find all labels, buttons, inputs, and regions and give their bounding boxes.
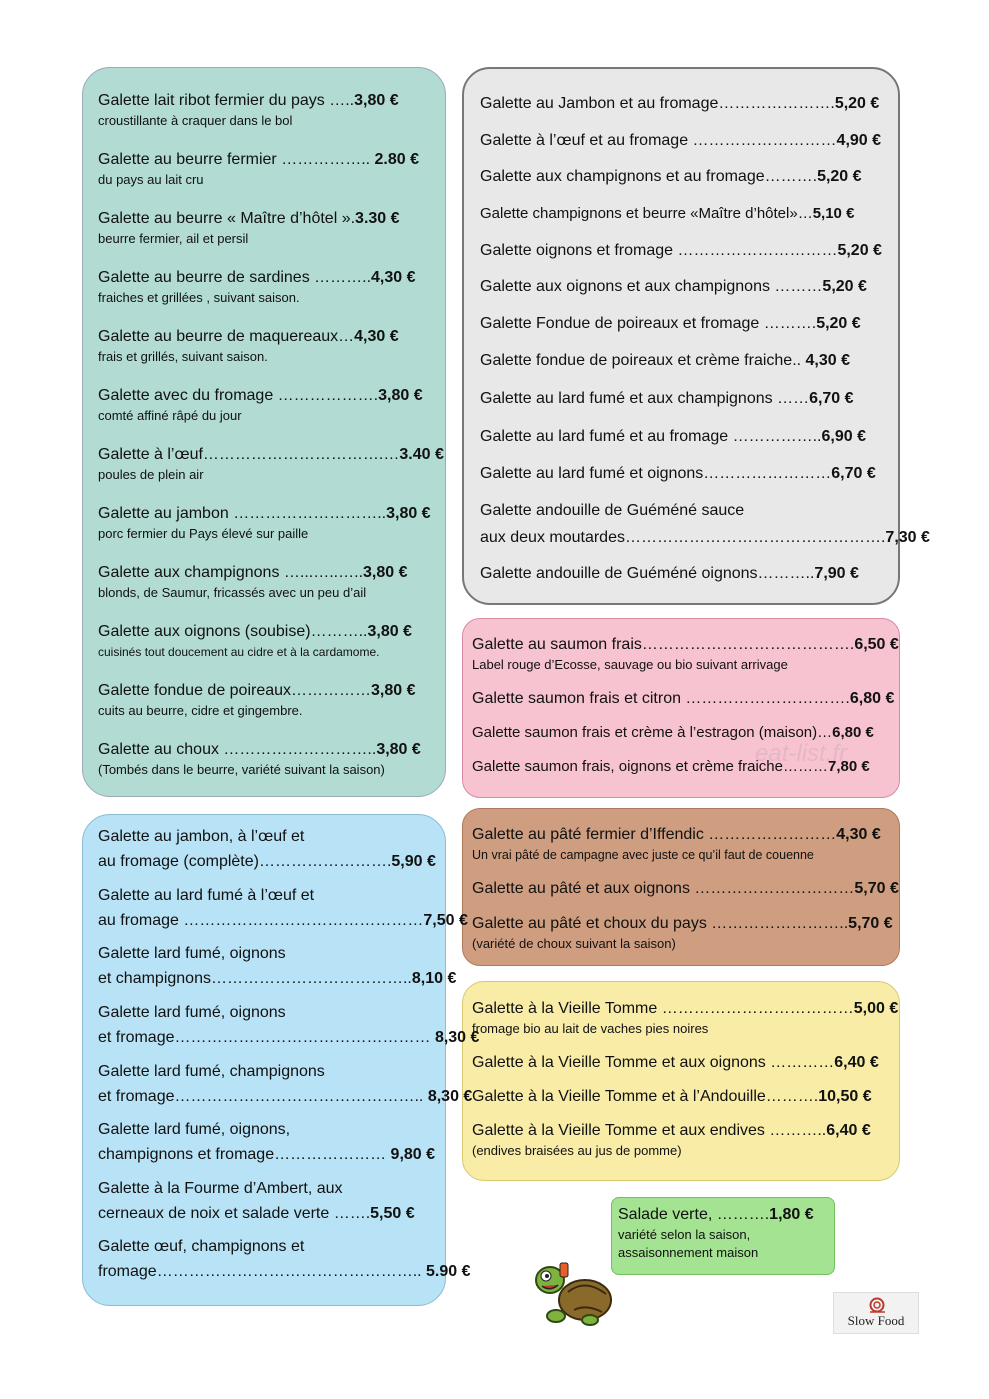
item-name: Galette aux champignons et au fromage………. <box>480 168 818 185</box>
item-description: poules de plein air <box>98 467 204 482</box>
item-name: Galette à la Fourme d’Ambert, aux <box>98 1180 343 1197</box>
menu-item <box>472 998 899 1038</box>
item-name: Galette andouille de Guéméné sauce <box>480 502 745 519</box>
item-price: 3,80 € <box>371 682 416 699</box>
item-price: 3,80 € <box>354 92 399 109</box>
item-price: 6,80 € <box>849 690 895 707</box>
item-name: Galette au saumon frais…………………………………. <box>472 636 855 653</box>
menu-item <box>480 313 898 335</box>
item-price: 8,10 € <box>411 970 457 987</box>
item-price: 2.80 € <box>374 151 420 168</box>
item-name: Galette saumon frais et crème à l’estragon (maison)… <box>472 724 833 741</box>
item-price: 7,50 € <box>423 912 468 929</box>
item-name-continued: fromage………………………………………….. <box>98 1263 427 1280</box>
menu-item <box>472 634 899 674</box>
menu-section-combined-galettes <box>462 67 930 605</box>
item-description: (endives braisées au jus de pomme) <box>472 1143 682 1158</box>
menu-section-salad <box>611 1197 835 1275</box>
item-price: 10,50 € <box>818 1088 872 1105</box>
menu-item <box>98 149 445 189</box>
item-description: Un vrai pâté de campagne avec juste ce qu’il faut de couenne <box>472 848 814 862</box>
menu-item <box>472 913 899 953</box>
menu-item <box>472 1052 899 1074</box>
item-description: beurre fermier, ail et persil <box>98 231 249 246</box>
item-description: porc fermier du Pays élevé sur paille <box>98 526 309 541</box>
menu-item <box>98 385 445 425</box>
item-name: Galette lard fumé, champignons <box>98 1063 325 1080</box>
menu-item <box>472 688 899 710</box>
menu-item <box>480 388 898 410</box>
menu-item <box>98 326 445 366</box>
item-description: assaisonnement maison <box>618 1245 759 1260</box>
item-name: Galette œuf, champignons et <box>98 1238 305 1255</box>
item-name: Galette andouille de Guéméné oignons……….. <box>480 565 815 582</box>
item-description: fromage bio au lait de vaches pies noires <box>472 1021 709 1036</box>
item-name: Galette à la Vieille Tomme et à l’Andouille………. <box>472 1088 819 1105</box>
item-description: cuits au beurre, cidre et gingembre. <box>98 703 303 718</box>
item-description: croustillante à craquer dans le bol <box>98 113 293 128</box>
item-price: 1,80 € <box>769 1206 814 1223</box>
menu-item <box>480 203 898 225</box>
menu-item <box>480 93 898 115</box>
item-price: 7,30 € <box>885 529 930 546</box>
item-name: Salade verte, ………. <box>618 1206 770 1223</box>
item-name: Galette au jambon, à l’œuf et <box>98 828 305 845</box>
item-name: Galette lait ribot fermier du pays ….. <box>98 92 355 109</box>
item-price: 3.30 € <box>355 210 400 227</box>
item-price: 5,70 € <box>854 880 899 897</box>
item-name-continued: et champignons……………………………….. <box>98 970 412 987</box>
item-name: Galette oignons et fromage ………………………… <box>480 242 838 259</box>
item-price: 3,80 € <box>386 505 431 522</box>
item-name: Galette au pâté fermier d’Iffendic …………………… <box>472 826 837 843</box>
menu-item <box>480 350 898 372</box>
menu-item <box>98 1061 473 1108</box>
item-description: du pays au lait cru <box>98 172 204 187</box>
item-name: Galette au jambon ……………………….. <box>98 505 387 522</box>
menu-item <box>480 130 898 152</box>
menu-item <box>472 878 899 900</box>
item-name: Galette au Jambon et au fromage…………………. <box>480 95 835 112</box>
item-name: Galette au lard fumé et au fromage …………….. <box>480 428 822 445</box>
item-price: 5,20 € <box>822 278 867 295</box>
menu-item <box>98 503 445 543</box>
menu-item <box>98 885 468 932</box>
item-name: Galette au lard fumé et oignons…………………… <box>480 465 832 482</box>
item-name: Galette avec du fromage ………………. <box>98 387 379 404</box>
menu-item <box>480 240 898 262</box>
item-name: Galette à l’œuf et au fromage ……………………… <box>480 132 837 149</box>
item-name: Galette fondue de poireaux et crème fraiche.. <box>480 352 806 369</box>
item-name: Galette fondue de poireaux…………… <box>98 682 372 699</box>
item-name-continued: au fromage (complète)……………………. <box>98 853 392 870</box>
item-price: 3,80 € <box>367 623 412 640</box>
menu-item <box>98 562 445 602</box>
item-name: Galette lard fumé, oignons <box>98 1004 286 1021</box>
item-name: Galette à la Vieille Tomme et aux endives ……….. <box>472 1122 827 1139</box>
item-description: (variété de choux suivant la saison) <box>472 936 676 951</box>
item-price: 6,40 € <box>826 1122 871 1139</box>
item-price: 6,90 € <box>821 428 866 445</box>
item-name: Galette aux champignons …...…..….. <box>98 564 364 581</box>
item-price: 4,30 € <box>371 269 416 286</box>
item-name: Galette Fondue de poireaux et fromage ………. <box>480 315 817 332</box>
item-name: Galette aux oignons (soubise)……….. <box>98 623 368 640</box>
menu-section-simple-galettes <box>82 67 446 797</box>
menu-item <box>98 1236 471 1283</box>
menu-item <box>98 1119 445 1166</box>
menu-item <box>480 426 898 448</box>
item-price: 5,50 € <box>370 1205 415 1222</box>
item-name-continued: au fromage ……………………………………… <box>98 912 424 929</box>
item-name-continued: cerneaux de noix et salade verte ……. <box>98 1205 371 1222</box>
item-price: 4,30 € <box>805 352 851 369</box>
logo-text: Slow Food <box>847 1313 905 1328</box>
watermark: eat-list.fr <box>755 740 848 767</box>
item-name: Galette à la Vieille Tomme ……………………………… <box>472 1000 854 1017</box>
item-name: Galette au choux ……………………….. <box>98 741 377 758</box>
item-name: Galette au beurre de maquereaux… <box>98 328 355 345</box>
item-price: 4,30 € <box>836 826 881 843</box>
item-description: Label rouge d’Ecosse, sauvage ou bio suivant arrivage <box>472 657 788 672</box>
menu-item <box>98 1178 445 1225</box>
menu-item <box>98 826 445 873</box>
menu-section-vieille-tomme <box>462 981 900 1181</box>
item-price: 8,30 € <box>427 1088 473 1105</box>
item-name-continued: et fromage……………………………………….. <box>98 1088 428 1105</box>
item-price: 5,20 € <box>817 168 862 185</box>
item-name: Galette au lard fumé à l’œuf et <box>98 887 315 904</box>
snail-icon <box>868 1297 886 1313</box>
menu-item <box>98 208 445 248</box>
item-price: 3.40 € <box>399 446 444 463</box>
item-price: 3,80 € <box>378 387 423 404</box>
item-price: 6,80 € <box>832 724 874 741</box>
item-name: Galette au beurre « Maître d’hôtel ». <box>98 210 356 227</box>
turtle-illustration <box>530 1258 612 1326</box>
item-description: frais et grillés, suivant saison. <box>98 349 268 364</box>
item-name: Galette à l’œuf…………………………….… <box>98 446 400 463</box>
item-price: 8,30 € <box>434 1029 480 1046</box>
menu-item <box>98 943 457 990</box>
menu-item <box>472 1086 899 1108</box>
slow-food-logo <box>833 1292 919 1334</box>
menu-item <box>480 500 930 549</box>
item-price: 5,70 € <box>848 915 893 932</box>
item-name: Galette lard fumé, oignons <box>98 945 286 962</box>
item-price: 5.90 € <box>426 1263 471 1280</box>
item-name: Galette aux oignons et aux champignons ……… <box>480 278 823 295</box>
item-price: 9,80 € <box>390 1146 436 1163</box>
item-price: 7,90 € <box>814 565 859 582</box>
item-description: (Tombés dans le beurre, variété suivant la saison) <box>98 762 385 777</box>
item-description: fraiches et grillées , suivant saison. <box>98 290 300 305</box>
menu-item <box>480 276 898 298</box>
item-description: blonds, de Saumur, fricassés avec un peu d’ail <box>98 585 367 600</box>
item-price: 6,50 € <box>854 636 899 653</box>
item-price: 6,70 € <box>809 390 854 407</box>
menu-item <box>98 444 445 484</box>
item-name: Galette au beurre de sardines ……….. <box>98 269 372 286</box>
menu-item <box>618 1204 814 1262</box>
menu-item <box>98 90 445 130</box>
item-description: comté affiné râpé du jour <box>98 408 242 423</box>
item-price: 5,20 € <box>834 95 880 112</box>
menu-item <box>480 166 898 188</box>
menu-item <box>98 267 445 307</box>
item-description: variété selon la saison, <box>618 1227 751 1242</box>
menu-item <box>98 739 445 779</box>
item-name-continued: aux deux moutardes…………………………………………. <box>480 529 886 546</box>
menu-item <box>472 824 899 864</box>
item-name: Galette saumon frais, oignons et crème fraiche……… <box>472 758 828 775</box>
item-price: 3,80 € <box>376 741 421 758</box>
item-description: cuisinés tout doucement au cidre et à la cardamome. <box>98 645 380 659</box>
item-name: Galette champignons et beurre «Maître d’hôtel»… <box>480 205 813 222</box>
item-price: 6,70 € <box>831 465 876 482</box>
item-price: 5,90 € <box>391 853 436 870</box>
item-name-continued: champignons et fromage………………… <box>98 1146 391 1163</box>
menu-section-pate <box>462 808 900 966</box>
item-price: 5,00 € <box>853 1000 899 1017</box>
item-price: 5,20 € <box>816 315 861 332</box>
item-name: Galette au beurre fermier …………….. <box>98 151 375 168</box>
item-name: Galette au pâté et choux du pays …………………….. <box>472 915 849 932</box>
item-name: Galette à la Vieille Tomme et aux oignons ………… <box>472 1054 835 1071</box>
item-price: 5,10 € <box>812 205 855 222</box>
item-name: Galette au lard fumé et aux champignons …… <box>480 390 810 407</box>
item-price: 3,80 € <box>363 564 408 581</box>
item-price: 4,90 € <box>836 132 882 149</box>
menu-section-salmon <box>462 618 900 798</box>
menu-item <box>480 563 898 585</box>
menu-item <box>98 680 445 720</box>
item-name-continued: et fromage………………………………………… <box>98 1029 435 1046</box>
item-price: 4,30 € <box>354 328 399 345</box>
item-price: 7,80 € <box>828 758 870 775</box>
item-price: 6,40 € <box>834 1054 879 1071</box>
menu-item <box>98 1002 480 1049</box>
item-name: Galette lard fumé, oignons, <box>98 1121 291 1138</box>
menu-item <box>480 463 898 485</box>
menu-section-complete-galettes <box>82 814 480 1306</box>
menu-item <box>472 1120 899 1160</box>
item-price: 5,20 € <box>837 242 882 259</box>
menu-item <box>98 621 445 661</box>
item-name: Galette saumon frais et citron …………………………. <box>472 690 850 707</box>
item-name: Galette au pâté et aux oignons ………………………… <box>472 880 855 897</box>
